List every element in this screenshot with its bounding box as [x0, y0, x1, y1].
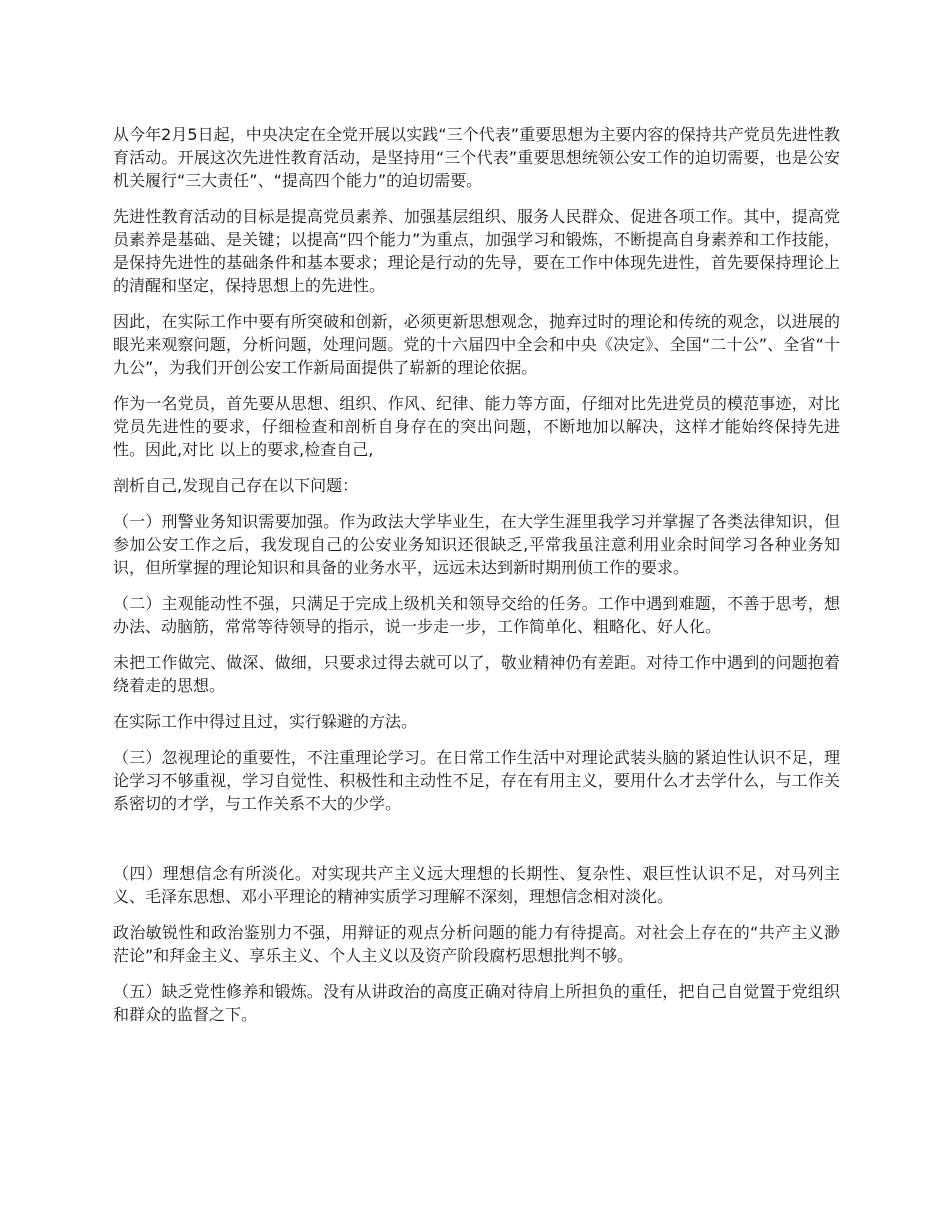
paragraph-9: 在实际工作中得过且过，实行躲避的方法。	[113, 712, 418, 731]
paragraph-6: （一）刑警业务知识需要加强。作为政法大学毕业生，在大学生涯里我学习并掌握了各类法律知识，但参加公安工作之后，我发现自己的公安业务知识还很缺乏,平常我虽注意利用业余时间学习各种业务知识，但所掌握的理论知识和具备的业务水平，远远未达到新时期刑侦工作的要求。	[113, 512, 840, 577]
paragraph-10: （三）忽视理论的重要性，不注重理论学习。在日常工作生活中对理论武装头脑的紧迫性认识不足，理论学习不够重视，学习自觉性、积极性和主动性不足，存在有用主义，要用什么才去学什么，与工作关系密切的才学，与工作关系不大的少学。	[113, 748, 840, 813]
paragraph-3: 因此，在实际工作中要有所突破和创新，必须更新思想观念，抛弃过时的理论和传统的观念，以进展的眼光来观察问题，分析问题，处理问题。党的十六届四中全会和中央《决定》、全国“二十公”、全省“十九公”，为我们开创公安工作新局面提供了崭新的理论依据。	[113, 312, 840, 377]
paragraph-12: 政治敏锐性和政治鉴别力不强，用辩证的观点分析问题的能力有待提高。对社会上存在的“共产主义渺茫论”和拜金主义、享乐主义、个人主义以及资产阶段腐朽思想批判不够。	[113, 923, 840, 965]
document-page	[113, 123, 840, 1039]
paragraph-5: 剖析自己,发现自己存在以下问题：	[113, 476, 359, 495]
paragraph-7: （二）主观能动性不强，只满足于完成上级机关和领导交给的任务。工作中遇到难题，不善于思考，想办法、动脑筋，常常等待领导的指示，说一步走一步，工作简单化、粗略化、好人化。	[113, 594, 840, 636]
paragraph-8: 未把工作做完、做深、做细，只要求过得去就可以了，敬业精神仍有差距。对待工作中遇到的问题抱着绕着走的思想。	[113, 653, 840, 695]
paragraph-1: 从今年2月5日起，中央决定在全党开展以实践“三个代表”重要思想为主要内容的保持共产党员先进性教育活动。开展这次先进性教育活动，是坚持用“三个代表”重要思想统领公安工作的迫切需要，也是公安机关履行“三大责任”、“提高四个能力”的迫切需要。	[113, 125, 840, 190]
paragraph-13: （五）缺乏党性修养和锻炼。没有从讲政治的高度正确对待肩上所担负的重任，把自己自觉置于党组织和群众的监督之下。	[113, 982, 840, 1024]
paragraph-4: 作为一名党员，首先要从思想、组织、作风、纪律、能力等方面，仔细对比先进党员的模范事迹，对比党员先进性的要求，仔细检查和剖析自身存在的突出问题，不断地加以解决，这样才能始终保持先进性。因此,对比 以上的要求,检查自己,	[113, 394, 840, 459]
section-spacer	[113, 828, 840, 862]
paragraph-11: （四）理想信念有所淡化。对实现共产主义远大理想的长期性、复杂性、艰巨性认识不足，对马列主义、毛泽东思想、邓小平理论的精神实质学习理解不深刻，理想信念相对淡化。	[113, 864, 840, 906]
paragraph-2: 先进性教育活动的目标是提高党员素养、加强基层组织、服务人民群众、促进各项工作。其中，提高党员素养是基础、是关键；以提高“四个能力”为重点，加强学习和锻炼，不断提高自身素养和工作技能，是保持先进性的基础条件和基本要求；理论是行动的先导，要在工作中体现先进性，首先要保持理论上的清醒和坚定，保持思想上的先进性。	[113, 207, 840, 295]
